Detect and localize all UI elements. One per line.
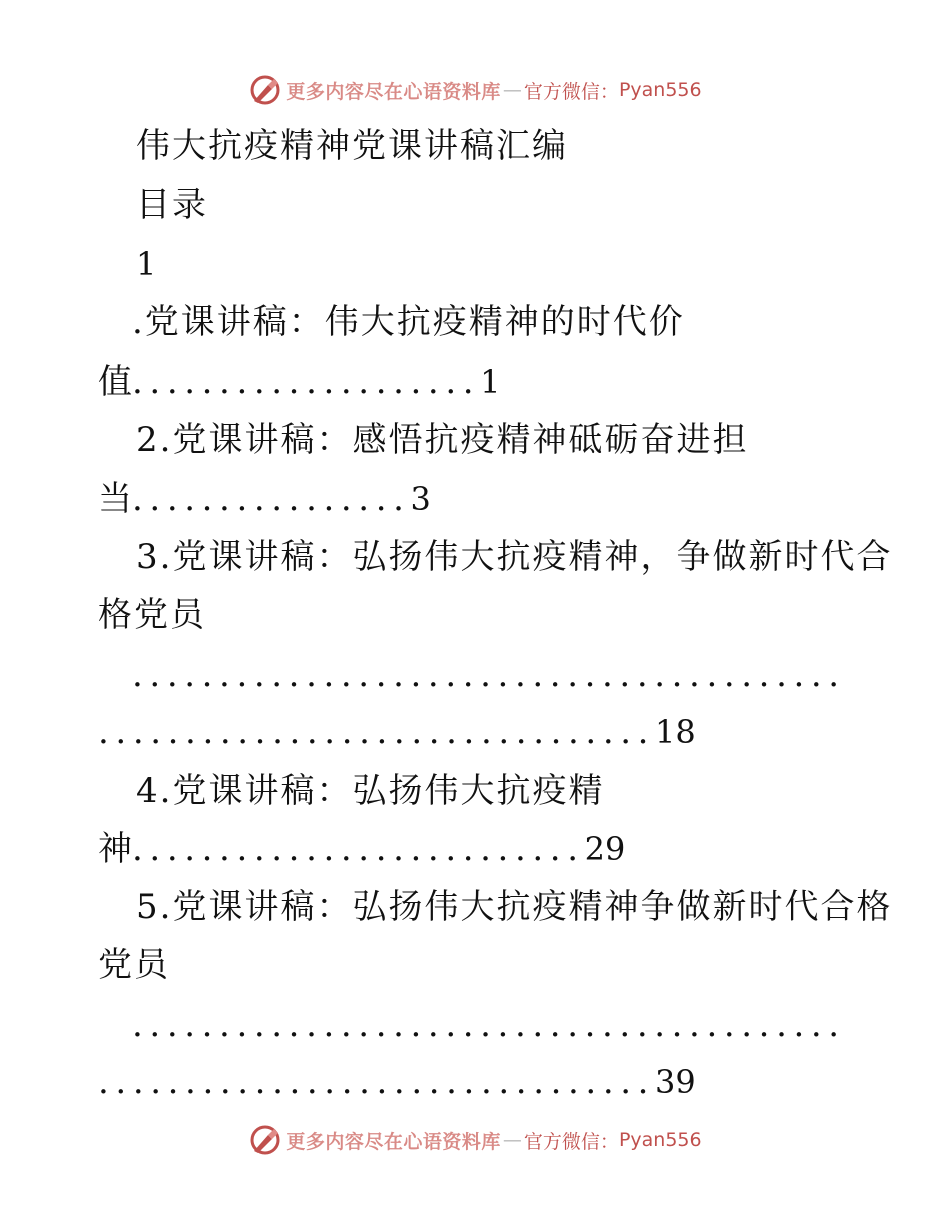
toc-entry-5-leader-tail: ................................ — [98, 1062, 656, 1102]
toc-entry-4-title: 4.党课讲稿：弘扬伟大抗疫精 — [136, 771, 605, 811]
banner-wechat-label: 官方微信： — [523, 1130, 619, 1153]
toc-entry-5-continuation: 党员 — [98, 945, 170, 985]
toc-entry-5-page: 39 — [655, 1063, 696, 1101]
toc-entry-5-title: 5.党课讲稿：弘扬伟大抗疫精神争做新时代合格 — [136, 887, 893, 927]
toc-entry-5-leader-line — [98, 1062, 696, 1102]
toc-entry-3-page: 18 — [655, 713, 696, 751]
toc-entry-2-page: 3 — [410, 480, 431, 518]
toc-number: 1 — [136, 245, 157, 283]
banner-wechat-id: Pyan556 — [618, 79, 702, 101]
toc-entry-1-title: .党课讲稿：伟大抗疫精神的时代价 — [132, 302, 685, 342]
banner-dash: — — [502, 79, 522, 101]
banner-wechat-id: Pyan556 — [618, 1129, 702, 1151]
toc-heading: 目录 — [136, 185, 208, 225]
toc-entry-2-continuation — [98, 479, 431, 519]
banner-brand-text: 更多内容尽在心语资料库 — [286, 80, 501, 103]
toc-entry-3-leader-tail: ................................ — [98, 712, 656, 752]
banner-brand-text: 更多内容尽在心语资料库 — [286, 1130, 501, 1153]
toc-entry-4-leader: .......................... — [132, 829, 585, 869]
toc-entry-2-prefix: 当 — [98, 479, 132, 519]
toc-entry-1-page: 1 — [480, 363, 501, 401]
toc-entry-1-prefix: 值 — [98, 362, 132, 402]
banner-dash: — — [502, 1129, 522, 1151]
toc-entry-3-leader-line — [98, 712, 696, 752]
document-title: 伟大抗疫精神党课讲稿汇编 — [136, 126, 568, 166]
toc-entry-4-prefix: 神 — [98, 829, 132, 869]
toc-entry-4-continuation — [98, 829, 625, 869]
toc-entry-1-continuation — [98, 362, 501, 402]
pen-logo-icon — [248, 73, 282, 107]
toc-entry-3-continuation: 格党员 — [98, 595, 206, 635]
toc-entry-4-page: 29 — [584, 830, 626, 868]
toc-entry-3-leader-full: ......................................... — [132, 655, 846, 695]
banner-wechat-label: 官方微信： — [523, 80, 619, 103]
footer-banner — [0, 1120, 950, 1160]
pen-logo-icon — [248, 1123, 282, 1157]
header-banner — [0, 70, 950, 110]
toc-entry-1-leader: .................... — [132, 362, 481, 402]
toc-entry-2-leader: ................ — [132, 479, 411, 519]
toc-entry-2-title: 2.党课讲稿：感悟抗疫精神砥砺奋进担 — [136, 420, 749, 460]
toc-entry-3-title: 3.党课讲稿：弘扬伟大抗疫精神，争做新时代合 — [136, 537, 893, 577]
toc-entry-5-leader-full: ......................................... — [132, 1005, 846, 1045]
